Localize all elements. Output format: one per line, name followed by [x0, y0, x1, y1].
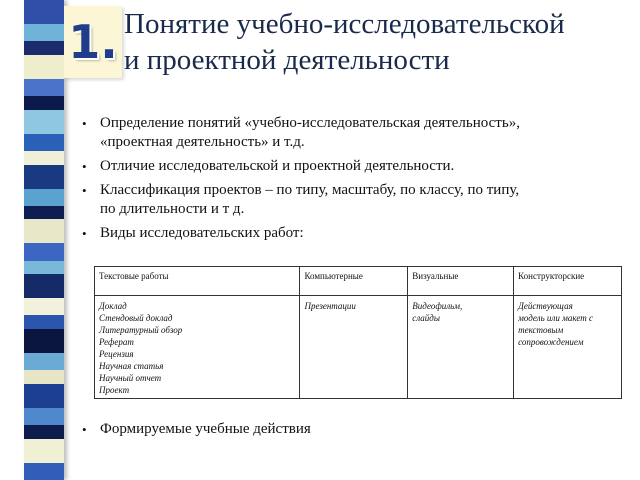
stripe-block: [24, 425, 64, 439]
decorative-stripe: [24, 0, 64, 480]
bullet-dot-icon: •: [82, 116, 87, 131]
title-line-1: Понятие учебно-исследовательской: [124, 8, 565, 40]
stripe-block: [24, 41, 64, 55]
bullet-item-research-types: [80, 224, 620, 243]
bullet-list: [80, 114, 620, 248]
table-header-cell: Конструкторские: [514, 267, 622, 296]
stripe-block: [24, 329, 64, 353]
bullet-text: «проектная деятельность» и т.д.: [100, 134, 305, 150]
table-cell-text-works: [95, 296, 300, 399]
table-header-cell: Компьютерные: [300, 267, 408, 296]
table-row: [95, 296, 622, 399]
stripe-block: [24, 353, 64, 370]
bullet-text: Виды исследовательских работ:: [100, 225, 304, 241]
table-header-cell: Текстовые работы: [95, 267, 300, 296]
stripe-block: [24, 298, 64, 315]
table-cell-line: Литературный обзор: [99, 325, 183, 335]
bullet-dot-icon: •: [82, 183, 87, 198]
stripe-block: [24, 0, 64, 24]
stripe-block: [24, 243, 64, 260]
stripe-block: [24, 439, 64, 463]
table-header-cell: Визуальные: [408, 267, 514, 296]
stripe-block: [24, 274, 64, 298]
table-cell-line: Доклад: [99, 301, 127, 311]
table-cell-computer: [300, 296, 408, 399]
stripe-block: [24, 206, 64, 220]
table-cell-line: Научная статья: [99, 361, 164, 371]
table-cell-line: текстовым: [518, 325, 564, 335]
table-cell-visual: [408, 296, 514, 399]
bullet-dot-icon: •: [82, 159, 87, 174]
stripe-block: [24, 370, 64, 384]
stripe-block: [24, 79, 64, 96]
stripe-block: [24, 315, 64, 329]
bullet-text: Классификация проектов – по типу, масштабу, по классу, по типу,: [100, 182, 520, 198]
bullet-text: по длительности и т д.: [100, 201, 245, 217]
stripe-block: [24, 55, 64, 79]
table-cell-line: Действующая: [518, 301, 573, 311]
stripe-block: [24, 165, 64, 189]
table-cell-line: Видеофильм,: [412, 301, 463, 311]
bullet-text: Формируемые учебные действия: [100, 421, 311, 437]
stripe-block: [24, 219, 64, 243]
bullet-item-learning-actions: [80, 420, 640, 439]
table-cell-constructor: [514, 296, 622, 399]
bullet-item-difference: [80, 157, 620, 176]
table-cell-line: слайды: [412, 313, 440, 323]
stripe-block: [24, 110, 64, 134]
title-line-2: и проектной деятельности: [124, 44, 450, 76]
stripe-block: [24, 24, 64, 41]
stripe-block: [24, 384, 64, 408]
table-header-row: [95, 267, 622, 296]
table-cell-line: Научный отчет: [99, 373, 162, 383]
bullet-item-definitions: [80, 114, 620, 152]
stripe-block: [24, 261, 64, 275]
stripe-block: [24, 134, 64, 151]
bullet-item-classification: [80, 181, 620, 219]
stripe-block: [24, 96, 64, 110]
stripe-block: [24, 408, 64, 425]
stripe-block: [24, 151, 64, 165]
table-cell-line: Презентации: [304, 301, 356, 311]
stripe-block: [24, 463, 64, 480]
bullet-dot-icon: •: [82, 226, 87, 241]
bullet-dot-icon: •: [82, 422, 87, 437]
badge-number: 1.: [68, 15, 118, 69]
table-cell-line: модель или макет с: [518, 313, 593, 323]
bullet-text: Определение понятий «учебно-исследовательская деятельность»,: [100, 115, 520, 131]
table-cell-line: Реферат: [99, 337, 134, 347]
table-cell-line: Рецензия: [99, 349, 134, 359]
number-badge: [64, 6, 122, 78]
stripe-block: [24, 189, 64, 206]
research-types-table: [94, 266, 622, 399]
slide-title: [124, 6, 624, 78]
bullet-text: Отличие исследовательской и проектной деятельности.: [100, 158, 455, 174]
table-cell-line: Стендовый доклад: [99, 313, 173, 323]
table-cell-line: Проект: [99, 385, 130, 395]
table-cell-line: сопровождением: [518, 337, 584, 347]
